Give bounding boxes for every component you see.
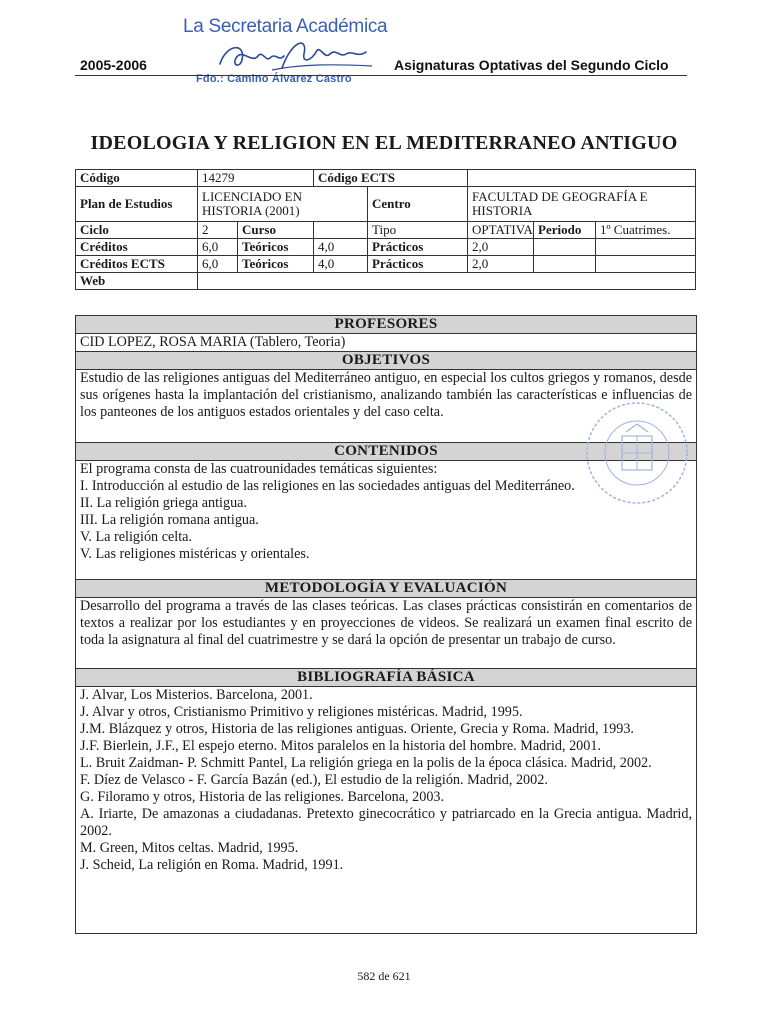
profesor-line: CID LOPEZ, ROSA MARIA (Tablero, Teoria): [80, 334, 346, 350]
plan-value: LICENCIADO EN HISTORIA (2001): [198, 187, 368, 222]
bibliografia-item: J.F. Bierlein, J.F., El espejo eterno. Mitos paralelos en la historia del hombre. Madrid, 2001.: [80, 738, 601, 754]
centro-value: FACULTAD DE GEOGRAFÍA E HISTORIA: [468, 187, 696, 222]
plan-label: Plan de Estudios: [76, 187, 198, 222]
ects-practicos-label: Prácticos: [368, 256, 468, 273]
bibliografia-item: M. Green, Mitos celtas. Madrid, 1995.: [80, 840, 299, 856]
contenidos-line: V. Las religiones mistéricas y orientales.: [80, 546, 310, 562]
creditos-teoricos-value: 4,0: [314, 239, 368, 256]
bibliografia-item: G. Filoramo y otros, Historia de las religiones. Barcelona, 2003.: [80, 789, 445, 805]
creditos-ects-label: Créditos ECTS: [76, 256, 198, 273]
codigo-value: 14279: [198, 170, 314, 187]
objetivos-heading: OBJETIVOS: [76, 351, 696, 370]
contenidos-line: V. La religión celta.: [80, 529, 193, 545]
profesores-body: [76, 334, 696, 351]
centro-label: Centro: [368, 187, 468, 222]
creditos-practicos-value: 2,0: [468, 239, 534, 256]
metodologia-heading: METODOLOGÍA Y EVALUACIÓN: [76, 579, 696, 598]
header-section-title: Asignaturas Optativas del Segundo Ciclo: [394, 57, 669, 73]
profesores-heading: PROFESORES: [76, 316, 696, 334]
tipo-value: OPTATIVA: [468, 222, 534, 239]
periodo-label: Periodo: [534, 222, 596, 239]
codigo-ects-value: [468, 170, 696, 187]
bibliografia-item: J. Alvar, Los Misterios. Barcelona, 2001.: [80, 687, 313, 703]
handwritten-signature: [212, 34, 382, 76]
tipo-label: Tipo: [368, 222, 468, 239]
contenidos-line: III. La religión romana antigua.: [80, 512, 259, 528]
contenidos-line: El programa consta de las cuatrounidades temáticas siguientes:: [80, 461, 438, 477]
secretaria-stamp-title: La Secretaria Académica: [183, 16, 388, 37]
creditos-practicos-label: Prácticos: [368, 239, 468, 256]
university-seal-icon: [582, 398, 692, 508]
academic-year: 2005-2006: [80, 57, 147, 73]
curso-label: Curso: [238, 222, 314, 239]
course-title: IDEOLOGIA Y RELIGION EN EL MEDITERRANEO ANTIGUO: [90, 132, 678, 154]
bibliografia-item: F. Díez de Velasco - F. García Bazán (ed.), El estudio de la religión. Madrid, 2002.: [80, 772, 548, 788]
contenidos-line: I. Introducción al estudio de las religiones en las sociedades antiguas del Mediterráneo.: [80, 478, 575, 494]
contenidos-heading: CONTENIDOS: [76, 442, 696, 461]
secretaria-signed-by: Fdo.: Camino Álvarez Castro: [196, 73, 352, 85]
web-label: Web: [76, 273, 198, 290]
objetivos-text: Estudio de las religiones antiguas del Mediterráneo antiguo, en especial los cultos griegos y romanos, desde sus orígenes hasta la implantación del cristianismo, analizando también las características e influencias de los panteones de los antiguos estados orientales y del caso celta.: [80, 370, 692, 420]
creditos-label: Créditos: [76, 239, 198, 256]
page-number: 582 de 621: [357, 969, 411, 983]
header-rule: [75, 75, 687, 76]
course-info-table: [75, 169, 696, 290]
periodo-value: 1º Cuatrimes.: [596, 222, 696, 239]
codigo-label: Código: [76, 170, 198, 187]
curso-value: [314, 222, 368, 239]
creditos-value: 6,0: [198, 239, 238, 256]
bibliografia-item: L. Bruit Zaidman- P. Schmitt Pantel, La religión griega en la polis de la época clásica. Madrid, 2002.: [80, 755, 652, 771]
web-value: [198, 273, 696, 290]
ects-practicos-value: 2,0: [468, 256, 534, 273]
bibliografia-item: J. Scheid, La religión en Roma. Madrid, 1991.: [80, 857, 344, 873]
bibliografia-item: A. Iriarte, De amazonas a ciudadanas. Pretexto ginecocrático y patriarcado en la Grecia antigua. Madrid, 2002.: [80, 806, 692, 839]
ciclo-value: 2: [198, 222, 238, 239]
metodologia-text: Desarrollo del programa a través de las clases teóricas. Las clases prácticas consistirán en comentarios de textos a realizar por los estudiantes y en proyecciones de videos. Se realizará un examen final escrito de toda la asignatura al final del cuatrimestre y se dará la opción de presentar un trabajo de curso.: [80, 598, 692, 648]
bibliografia-item: J.M. Blázquez y otros, Historia de las religiones antiguas. Oriente, Grecia y Roma. Madrid, 1993.: [80, 721, 634, 737]
contenidos-line: II. La religión griega antigua.: [80, 495, 248, 511]
creditos-ects-value: 6,0: [198, 256, 238, 273]
ects-teoricos-value: 4,0: [314, 256, 368, 273]
ects-teoricos-label: Teóricos: [238, 256, 314, 273]
bibliografia-list: [76, 687, 696, 874]
creditos-teoricos-label: Teóricos: [238, 239, 314, 256]
bibliografia-item: J. Alvar y otros, Cristianismo Primitivo y religiones mistéricas. Madrid, 1995.: [80, 704, 523, 720]
ciclo-label: Ciclo: [76, 222, 198, 239]
bibliografia-heading: BIBLIOGRAFÍA BÁSICA: [76, 668, 696, 687]
codigo-ects-label: Código ECTS: [314, 170, 468, 187]
